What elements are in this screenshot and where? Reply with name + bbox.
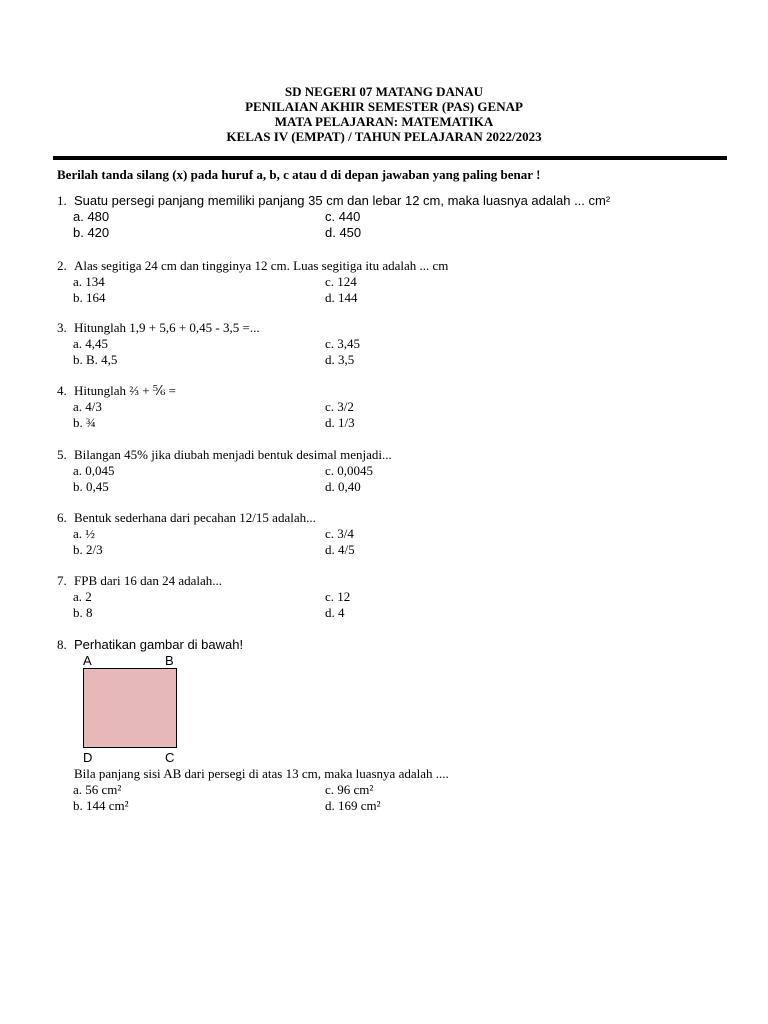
option-c[interactable]: c. 124	[325, 274, 357, 289]
option-c[interactable]: c. 0,0045	[325, 463, 374, 478]
question-number: 4.	[57, 383, 67, 398]
option-d[interactable]: d. 169 cm²	[325, 798, 381, 813]
option-a[interactable]: a. 4/3	[73, 399, 102, 414]
question-text: FPB dari 16 dan 24 adalah...	[74, 573, 223, 588]
option-c[interactable]: c. 12	[325, 589, 351, 604]
option-c[interactable]: c. 3/2	[325, 399, 354, 414]
option-d[interactable]: d. 144	[325, 290, 358, 305]
option-a[interactable]: a. 4,45	[73, 336, 109, 351]
vertex-label-d: D	[83, 750, 93, 765]
question-2	[57, 258, 737, 306]
question-6	[57, 510, 737, 558]
question-text: Hitunglah ⅔ + ⅚ =	[74, 383, 177, 398]
vertex-label-c: C	[165, 750, 175, 765]
option-b[interactable]: b. 144 cm²	[73, 798, 129, 813]
question-number: 5.	[57, 447, 67, 462]
option-b[interactable]: b. 164	[73, 290, 106, 305]
question-subtext: Bila panjang sisi AB dari persegi di atas 13 cm, maka luasnya adalah ....	[74, 766, 449, 781]
vertex-label-b: B	[165, 653, 174, 668]
question-text: Bilangan 45% jika diubah menjadi bentuk desimal menjadi...	[74, 447, 392, 462]
school-name: SD NEGERI 07 MATANG DANAU	[284, 84, 484, 99]
exam-title: PENILAIAN AKHIR SEMESTER (PAS) GENAP	[245, 99, 523, 114]
option-a[interactable]: a. 2	[73, 589, 92, 604]
option-d[interactable]: d. 1/3	[325, 415, 355, 430]
option-b[interactable]: b. 8	[73, 605, 93, 620]
header-divider	[53, 156, 727, 160]
subject-title: MATA PELAJARAN: MATEMATIKA	[274, 114, 494, 129]
question-text: Perhatikan gambar di bawah!	[74, 637, 244, 652]
question-number: 6.	[57, 510, 67, 525]
question-number: 1.	[57, 193, 67, 208]
option-a[interactable]: a. 0,045	[73, 463, 115, 478]
question-number: 3.	[57, 320, 67, 335]
question-text: Hitunglah 1,9 + 5,6 + 0,45 - 3,5 =...	[74, 320, 260, 335]
square-shape	[83, 668, 177, 748]
question-8-body	[57, 766, 737, 814]
question-1	[57, 193, 737, 241]
question-7	[57, 573, 737, 621]
question-number: 7.	[57, 573, 67, 588]
option-c[interactable]: c. 3,45	[325, 336, 361, 351]
option-a[interactable]: a. 56 cm²	[73, 782, 122, 797]
question-8	[57, 637, 737, 653]
vertex-label-a: A	[83, 653, 92, 668]
exam-header	[0, 84, 768, 144]
option-b[interactable]: b. 420	[73, 225, 110, 240]
option-d[interactable]: d. 0,40	[325, 479, 361, 494]
question-text: Alas segitiga 24 cm dan tingginya 12 cm. Luas segitiga itu adalah ... cm	[74, 258, 449, 273]
option-d[interactable]: d. 3,5	[325, 352, 355, 367]
square-figure	[80, 654, 190, 768]
question-3	[57, 320, 737, 368]
option-b[interactable]: b. B. 4,5	[73, 352, 118, 367]
option-b[interactable]: b. 0,45	[73, 479, 109, 494]
option-d[interactable]: d. 4	[325, 605, 345, 620]
option-b[interactable]: b. ¾	[73, 415, 96, 430]
option-c[interactable]: c. 440	[325, 209, 361, 224]
option-a[interactable]: a. 480	[73, 209, 110, 224]
question-5	[57, 447, 737, 495]
question-number: 2.	[57, 258, 67, 273]
option-c[interactable]: c. 96 cm²	[325, 782, 374, 797]
question-text: Bentuk sederhana dari pecahan 12/15 adalah...	[74, 510, 316, 525]
option-d[interactable]: d. 4/5	[325, 542, 355, 557]
question-4	[57, 383, 737, 431]
option-a[interactable]: a. ½	[73, 526, 96, 541]
instruction-text: Berilah tanda silang (x) pada huruf a, b, c atau d di depan jawaban yang paling benar !	[57, 167, 541, 182]
option-c[interactable]: c. 3/4	[325, 526, 354, 541]
option-a[interactable]: a. 134	[73, 274, 105, 289]
option-d[interactable]: d. 450	[325, 225, 362, 240]
question-number: 8.	[57, 637, 67, 652]
question-text: Suatu persegi panjang memiliki panjang 35 cm dan lebar 12 cm, maka luasnya adalah ... cm²	[74, 193, 611, 208]
class-year: KELAS IV (EMPAT) / TAHUN PELAJARAN 2022/2023	[226, 129, 542, 144]
option-b[interactable]: b. 2/3	[73, 542, 103, 557]
